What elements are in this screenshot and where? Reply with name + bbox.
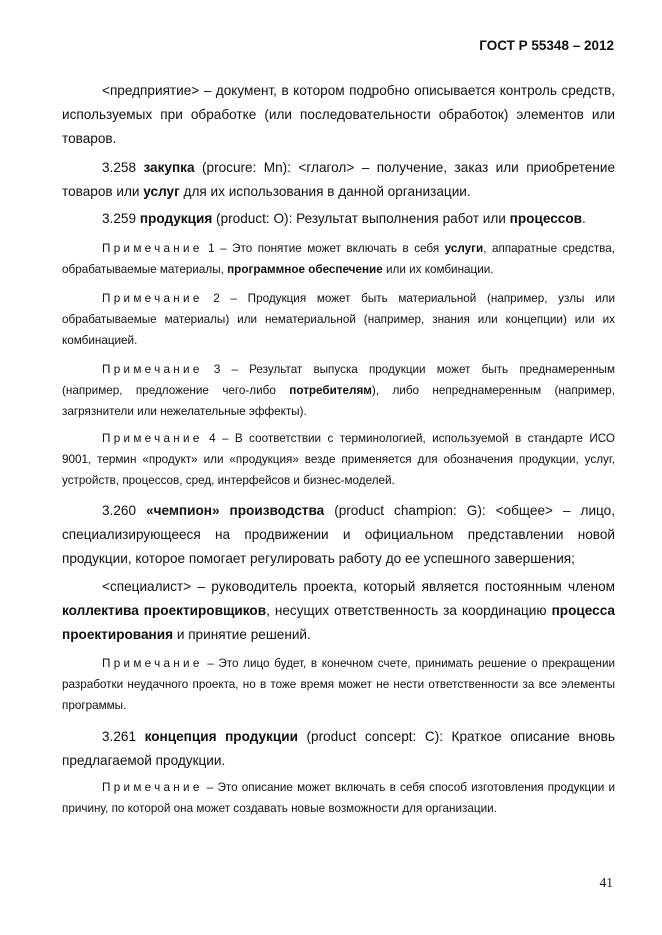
note-5 — [62, 653, 615, 716]
note-text: – Это лицо будет, в конечном счете, принимать решение о прекращении разработки неудачного проекта, но в тоже время может не нести ответственности за все элементы программы. — [62, 657, 615, 712]
term-name: закупка — [143, 160, 195, 175]
term-definition: (product: O): Результат выполнения работ или — [216, 211, 506, 226]
note-text: 2 – Продукция может быть материальной (например, узлы или обрабатываемые материалы) или нематериальной (например, знания или концепции) или их комбинацией. — [62, 292, 615, 347]
note-text: 1 – Это понятие может включать в себя — [202, 242, 440, 255]
term-reference: коллектива проектировщиков — [62, 603, 267, 618]
term-definition-end: . — [582, 211, 586, 226]
note-label: Примечание — [102, 363, 203, 376]
note-text: – Это описание может включать в себя способ изготовления продукции и причину, по которой она может создавать новые возможности для организации. — [62, 781, 615, 815]
note-3 — [62, 359, 615, 422]
term-name: концепция продукции — [144, 729, 298, 744]
note-text: 4 – В соответствии с терминологией, используемой в стандарте ИСО 9001, термин «продукт» или «продукция» везде применяется для обозначения продукции, услуг, устройств, процессов, сред, интерфейсов и бизнес-моделей. — [62, 432, 615, 487]
paragraph-text: <специалист> – руководитель проекта, который является постоянным членом — [102, 579, 615, 594]
note-2 — [62, 288, 615, 351]
term-reference: услуг — [143, 184, 180, 199]
term-3-258-procure — [62, 156, 615, 204]
term-3-259-product — [62, 207, 615, 231]
note-1 — [62, 238, 615, 280]
term-definition: (product concept: C): Краткое описание вновь предлагаемой продукции. — [62, 729, 615, 768]
term-name: «чемпион» производства — [146, 503, 325, 518]
paragraph-text: <предприятие> – документ, в котором подробно описывается контроль средств, используемых при обработке (или последовательности обработок) элементов или товаров. — [62, 83, 615, 146]
term-name: продукция — [139, 211, 213, 226]
page-number: 41 — [599, 875, 613, 890]
paragraph-text-cont: , несущих ответственность за координацию — [266, 603, 547, 618]
term-reference: процессов — [509, 211, 582, 226]
note-6 — [62, 777, 615, 819]
paragraph-enterprise-definition — [62, 79, 615, 151]
note-label: Примечание — [102, 292, 203, 305]
note-label: Примечание — [102, 781, 203, 794]
note-text-cont: , аппаратные средства, обрабатываемые материалы, — [62, 242, 615, 276]
note-4 — [62, 428, 615, 491]
term-number: 3.258 — [102, 160, 137, 175]
term-number: 3.261 — [102, 729, 137, 744]
term-3-261-product-concept — [62, 725, 615, 773]
paragraph-text-end: и принятие решений. — [176, 627, 311, 642]
term-reference-2: процесса проектирования — [62, 603, 615, 642]
note-text-end: ), либо непреднамеренным (например, загрязнители или нежелательные эффекты). — [62, 384, 616, 418]
term-definition: (product champion: G): <общее> – лицо, специализирующееся на продвижении и официальном представлении новой продукции, которое помогает регулировать работу до ее успешного завершения; — [62, 503, 616, 566]
note-label: Примечание — [102, 432, 203, 445]
note-text: 3 – Результат выпуска продукции может быть преднамеренным (например, предложение чего-либо — [62, 363, 615, 397]
term-definition-end: для их использования в данной организации. — [183, 184, 471, 199]
term-number: 3.260 — [102, 503, 137, 518]
note-label: Примечание — [102, 657, 203, 670]
term-3-260-product-champion — [62, 499, 615, 571]
note-term-reference: услуги — [444, 242, 484, 255]
term-number: 3.259 — [102, 211, 137, 226]
note-term-reference-2: программное обеспечение — [227, 263, 383, 276]
term-definition: (procure: Mn): <глагол> – получение, заказ или приобретение товаров или — [62, 160, 616, 199]
document-header: ГОСТ Р 55348 – 2012 — [479, 38, 614, 53]
note-label: Примечание — [102, 242, 203, 255]
note-text-end: или их комбинации. — [385, 263, 494, 276]
paragraph-specialist — [62, 575, 615, 647]
note-term-reference: потребителям — [289, 384, 372, 397]
